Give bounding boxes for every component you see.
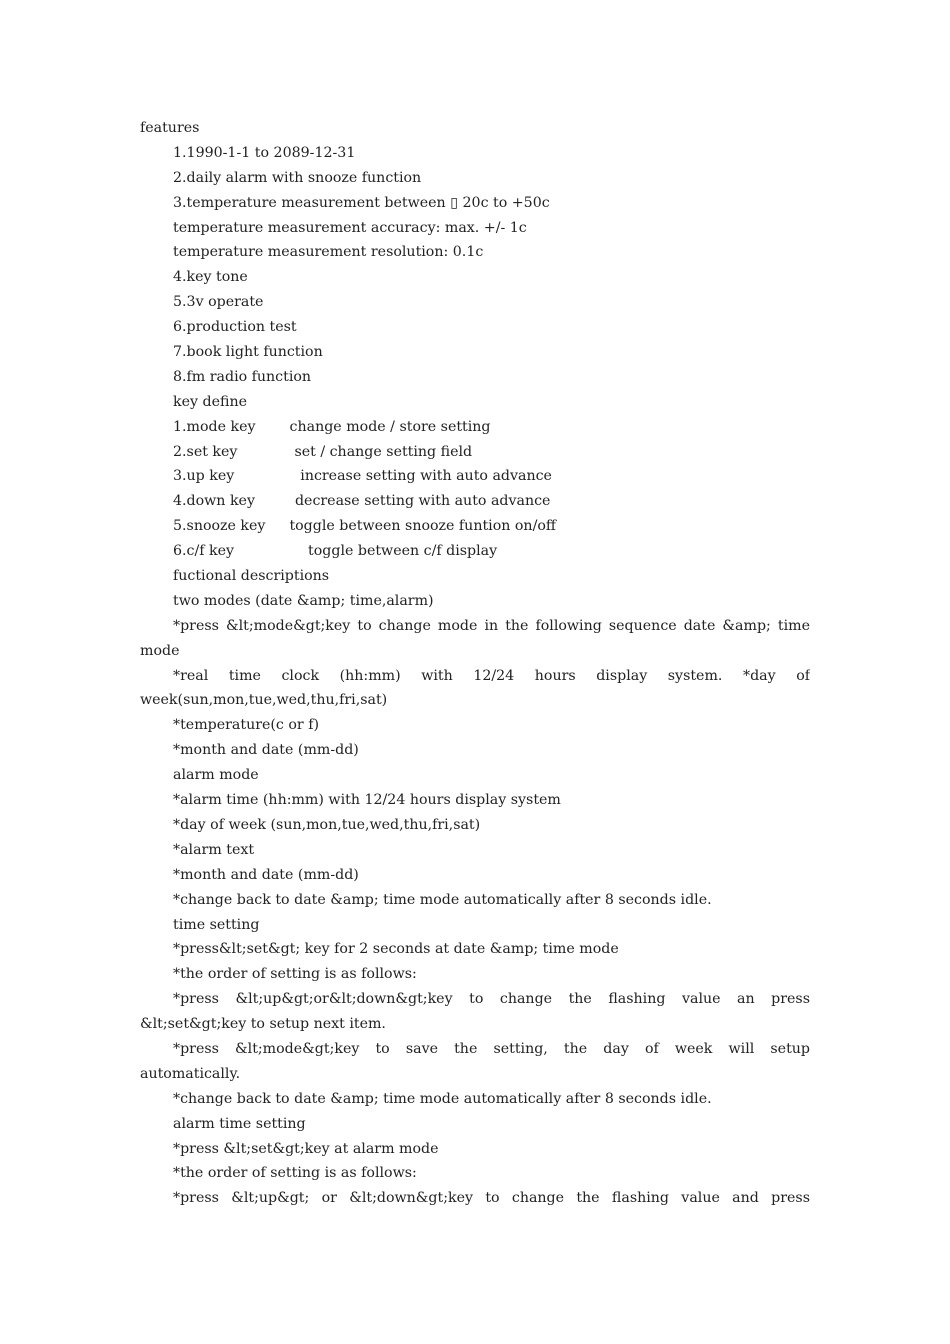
feature-item: 2.daily alarm with snooze function: [173, 169, 422, 186]
key-define-row: [140, 440, 810, 465]
feature-item: 8.fm radio function: [173, 368, 312, 385]
key-desc: toggle between snooze funtion on/off: [289, 518, 556, 535]
key-desc: toggle between c/f display: [308, 543, 498, 560]
alarm-mode-item: *month and date (mm-dd): [173, 866, 359, 883]
key-name: 1.mode key: [173, 418, 256, 435]
alarm-mode-item: *alarm time (hh:mm) with 12/24 hours display system: [173, 792, 561, 809]
time-setting-title: time setting: [173, 916, 260, 933]
paragraph-line: automatically.: [140, 1065, 241, 1082]
feature-item: 3.temperature measurement between ▯ 20c to +50c: [173, 194, 550, 211]
paragraph-line: *change back to date &amp; time mode automatically after 8 seconds idle.: [173, 1090, 712, 1107]
key-define-row: [140, 489, 810, 514]
key-desc: set / change setting field: [294, 443, 473, 460]
alarm-mode-item: *alarm text: [173, 841, 255, 858]
feature-item: 4.key tone: [173, 269, 248, 286]
key-name: 4.down key: [173, 493, 255, 510]
alarm-time-setting-title: alarm time setting: [173, 1115, 306, 1132]
feature-item: temperature measurement accuracy: max. +/- 1c: [173, 219, 527, 236]
paragraph-line: *temperature(c or f): [173, 717, 319, 734]
paragraph-line: &lt;set&gt;key to setup next item.: [140, 1016, 386, 1033]
paragraph-line: *press &lt;mode&gt;key to change mode in the following sequence date &amp; time: [173, 617, 810, 634]
paragraph-line: mode: [140, 642, 180, 659]
alarm-mode-item: *change back to date &amp; time mode automatically after 8 seconds idle.: [173, 891, 712, 908]
document-body: [140, 116, 810, 1211]
paragraph-line: *press &lt;mode&gt;key to save the setting, the day of week will setup: [173, 1040, 810, 1057]
key-define-title: key define: [173, 393, 247, 410]
key-name: 3.up key: [173, 468, 235, 485]
paragraph-line: *press &lt;set&gt;key at alarm mode: [173, 1140, 439, 1157]
key-desc: change mode / store setting: [289, 418, 491, 435]
feature-item: 5.3v operate: [173, 294, 264, 311]
features-heading: features: [140, 120, 200, 136]
paragraph-line: week(sun,mon,tue,wed,thu,fri,sat): [140, 692, 388, 709]
paragraph-line: *the order of setting is as follows:: [173, 966, 417, 983]
key-define-row: [140, 539, 810, 564]
paragraph-line: *month and date (mm-dd): [173, 742, 359, 759]
feature-item: 1.1990-1-1 to 2089-12-31: [173, 144, 356, 161]
key-name: 6.c/f key: [173, 543, 235, 560]
paragraph-line: *real time clock (hh:mm) with 12/24 hours display system. *day of: [173, 667, 810, 684]
alarm-mode-title: alarm mode: [173, 767, 259, 784]
functional-title: fuctional descriptions: [173, 568, 330, 585]
key-desc: decrease setting with auto advance: [294, 493, 551, 510]
paragraph-line: *press&lt;set&gt; key for 2 seconds at date &amp; time mode: [173, 941, 619, 958]
paragraph-line: *press &lt;up&gt;or&lt;down&gt;key to change the flashing value an press: [173, 991, 810, 1008]
alarm-mode-item: *day of week (sun,mon,tue,wed,thu,fri,sat): [173, 816, 481, 833]
key-define-row: [140, 415, 810, 440]
feature-item: 7.book light function: [173, 344, 323, 361]
key-name: 5.snooze key: [173, 518, 266, 535]
paragraph-line: two modes (date &amp; time,alarm): [173, 592, 434, 609]
feature-item: 6.production test: [173, 319, 297, 336]
paragraph-line: *press &lt;up&gt; or &lt;down&gt;key to change the flashing value and press: [173, 1190, 810, 1207]
feature-item: temperature measurement resolution: 0.1c: [173, 244, 484, 261]
key-define-row: [140, 514, 810, 539]
key-desc: increase setting with auto advance: [300, 468, 552, 485]
paragraph-line: *the order of setting is as follows:: [173, 1165, 417, 1182]
key-name: 2.set key: [173, 443, 238, 460]
key-define-row: [140, 464, 810, 489]
